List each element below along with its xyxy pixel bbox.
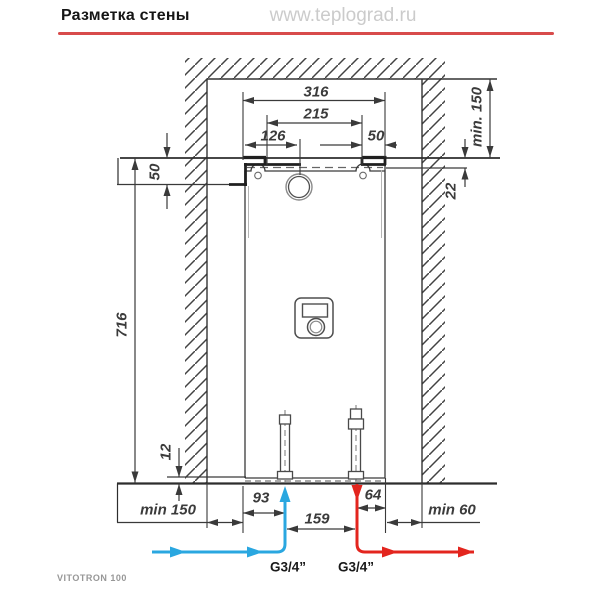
page-title: Разметка стены xyxy=(61,7,190,24)
watermark: www.teplograd.ru xyxy=(269,5,417,26)
cold-water-flow xyxy=(152,486,291,558)
dim-label-12: 12 xyxy=(157,443,175,461)
dim-label-126: 126 xyxy=(260,127,286,145)
control-panel xyxy=(295,298,333,338)
cold-water-pipe xyxy=(278,410,293,483)
dim-label-64: 64 xyxy=(364,486,382,504)
cold-thread-label: G3/4” xyxy=(269,559,307,575)
dim-label-50-left: 50 xyxy=(146,163,164,181)
hot-water-pipe xyxy=(349,405,364,483)
aux-lines xyxy=(113,168,467,477)
dim-label-159: 159 xyxy=(304,510,330,528)
display xyxy=(303,304,328,317)
dim-label-min60: min 60 xyxy=(428,501,476,519)
dim-label-22: 22 xyxy=(442,182,460,200)
dim-label-215: 215 xyxy=(303,105,329,123)
model-name: VITOTRON 100 xyxy=(57,573,127,583)
mounting-hole xyxy=(286,174,312,200)
dim-label-316: 316 xyxy=(303,83,329,101)
dim-label-min150-top: min. 150 xyxy=(468,86,486,148)
dim-label-50-top: 50 xyxy=(367,127,385,145)
hot-thread-label: G3/4” xyxy=(337,559,375,575)
dim-label-min150-bottom: min 150 xyxy=(140,501,196,519)
dim-label-716: 716 xyxy=(113,312,131,338)
dim-label-93: 93 xyxy=(252,489,270,507)
